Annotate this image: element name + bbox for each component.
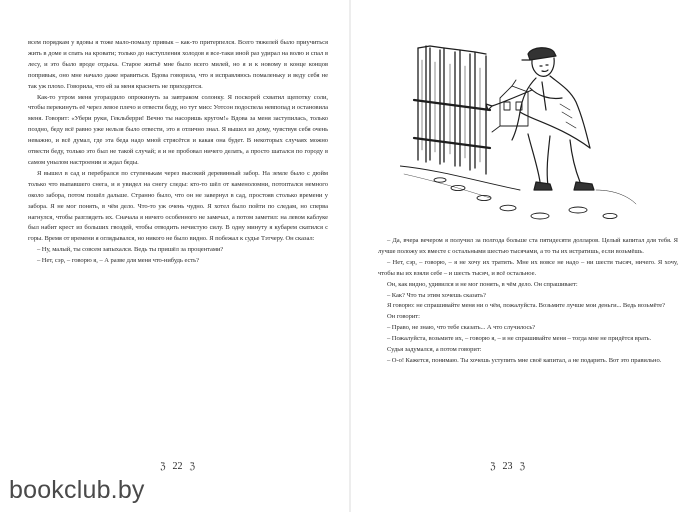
paragraph: Я говорю: не спрашивайте меня ни о чём, пожалуйста. Возьмите лучше мои деньги... Ведь возьмёте? [387,302,665,310]
paragraph: Он говорит: [387,313,420,321]
left-page-text [28,38,328,267]
right-page-text [378,236,678,367]
page-number: 22 [172,461,183,472]
left-page-number [160,461,195,472]
paragraph: – Нет, сэр, – говорю, – я не хочу их тратить. Мне их вовсе не надо – ни шести тысяч, ничего. Я хочу, чтобы вы их взяли себе – и шесть тысяч, и всё остальное. [378,258,678,277]
paragraph: – Право, не знаю, что тебе сказать... А что случилось? [387,324,536,332]
boy-at-fence-illustration [400,40,640,230]
distant-house [492,80,528,132]
paragraph: Я вышел в сад и перебрался по ступенькам через высокий деревянный забор. На земле было с дюйм только что выпавшего снега, и я увидел на снегу следы: кто-то шёл от каменоломни, потоптался немного около забора, потом пошёл дальше. Странно было, что он не завернул в сад, простояв столько времени у забора. Я не мог понять, в чём дело. Что-то уж очень чудно. Я хотел было пойти по следам, но сперва нагнулся, чтобы разглядеть их. Сначала я ничего особенного не замечал, а потом заметил: на левом каблуке был набит крест из больших гвоздей, чтобы отводить нечистую силу. В одну минуту я кубарем скатился с горы. Время от времени я оглядывался, но никого не было видно. Я побежал к судье Тэтчеру. Он сказал: [28,169,328,243]
paragraph: – Да, вчера вечером я получил за полгода больше ста пятидесяти долларов. Целый капитал для тебя. Я лучше положу их вместе с остальными шестью тысячами, а то ты их истратишь, если возьмёшь. [378,237,678,255]
right-page-number [490,461,525,472]
paragraph: Как-то утром меня угораздило опрокинуть за завтраком солонку. Я поскорей схватил щепотку соли, чтобы перекинуть её через левое плечо и отвести беду, но тут мисс Уотсон подоспела невпопад и остановила меня. Говорит: «Убери руки, Гекльберри! Вечно ты насоришь кругом!» Вдова за меня заступилась, только поздно, беду всё равно уже нельзя было отвести, это я отлично знал. Я вышел из дому, чувствуя себя очень неважно, и всё думал, где эта беда надо мной стрясётся и какая она будет. В некоторых случаях можно отвести беду, только это был не такой случай; я и не пробовал ничего делать, а просто шатался по городу в самом унылом настроении и ждал беды. [28,93,328,166]
paragraph: Судья задумался, а потом говорит: [387,346,482,354]
paragraph: – Как? Что ты этим хочешь сказать? [387,291,486,299]
folio-ornament-left: ℨ [490,461,496,471]
paragraph: – Пожалуйста, возьмите их, – говорю я, – и не спрашивайте меня – тогда мне не придётся врать. [387,335,652,343]
folio-ornament-left: ℨ [160,461,166,471]
paragraph: – Нет, сэр, – говорю я, – А разве для меня что-нибудь есть? [37,257,199,265]
book-spine [349,0,351,512]
boy-figure [486,48,594,190]
paragraph: – Ну, малый, ты совсем запыхался. Ведь ты пришёл за процентами? [37,246,224,254]
snow-footprints [400,166,636,219]
fence [414,46,490,174]
folio-ornament-right: ℨ [519,461,526,471]
paragraph: Он, как видно, удивился и не мог понять, в чём дело. Он спрашивает: [387,280,578,288]
page-number: 23 [502,461,513,472]
paragraph: – О-о! Кажется, понимаю. Ты хочешь уступить мне своё капитал, а не подарить. Вот это правильно. [387,356,662,364]
folio-ornament-right: ℨ [189,461,196,471]
site-watermark: bookclub.by [9,476,145,504]
paragraph: всем порядкам у вдовы я тоже мало-помалу привык – как-то притерпелся. Всего тяжелей было приучиться жить в доме и спать на кровати; только до наступления холодов я все-таки иной раз удирал на волю и спал в лесу, и это было вроде отдыха. Старое житьё мне было всего милей, но я и к новому в конце концов попривык, оно мне начало даже нравиться. Вдова говорила, что я исправляюсь помаленьку и веду себя не так уж плохо. Говорила, что ей за меня краснеть не приходится. [28,39,328,90]
